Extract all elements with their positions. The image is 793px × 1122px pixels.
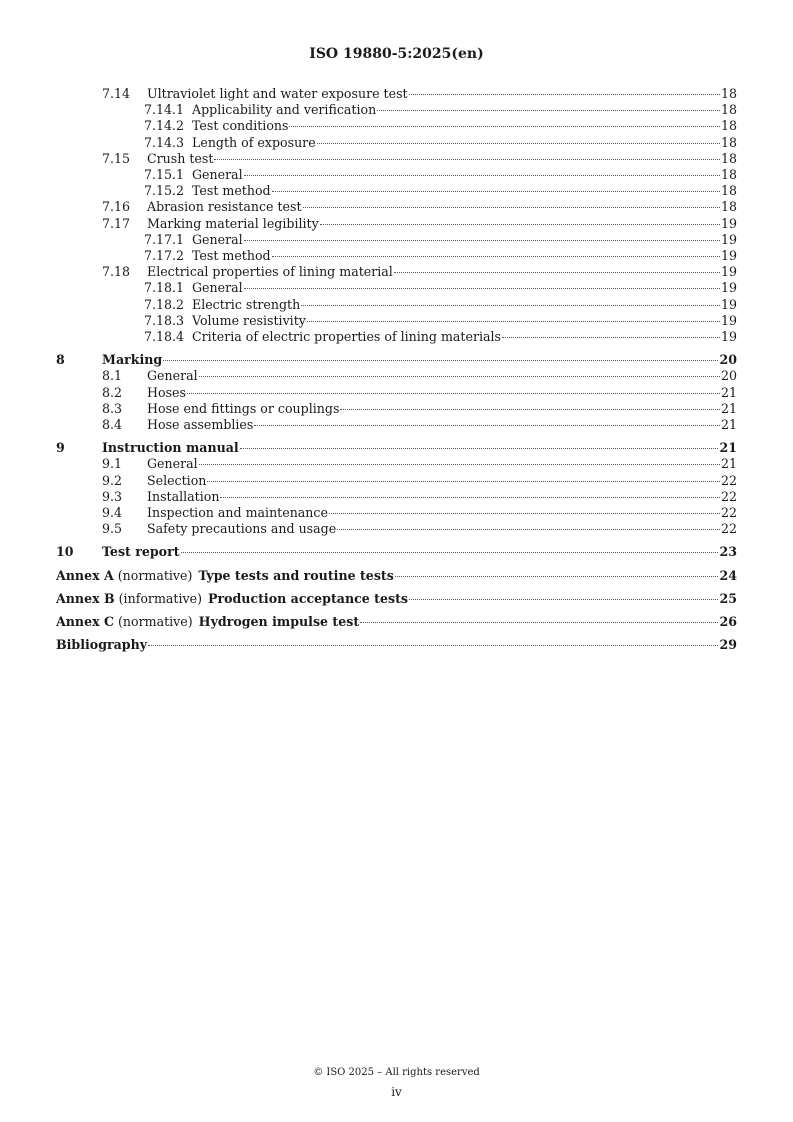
toc-page: 29 <box>719 637 737 653</box>
dot-leader <box>181 552 719 553</box>
toc-entry[interactable] <box>56 86 737 102</box>
toc-entry[interactable] <box>56 167 737 183</box>
dot-leader <box>272 191 720 192</box>
toc-number: 7.18.1 <box>144 280 185 296</box>
toc-number: 9.1 <box>102 456 123 472</box>
toc-number: 9.2 <box>102 472 123 488</box>
toc-page: 19 <box>720 215 737 231</box>
toc-entry[interactable] <box>56 521 737 537</box>
toc-title: Bibliography <box>56 637 148 653</box>
toc-entry[interactable] <box>56 232 737 248</box>
page-number: iv <box>391 1085 402 1099</box>
toc-page: 22 <box>720 521 737 537</box>
toc-clause[interactable] <box>56 352 737 368</box>
toc-title: General <box>192 231 243 247</box>
toc-number: 9.3 <box>102 488 123 504</box>
toc-number: 7.14.2 <box>144 118 185 134</box>
toc-number: 7.15.2 <box>144 183 185 199</box>
toc-entry[interactable] <box>56 264 737 280</box>
toc-title: Electrical properties of lining material <box>147 264 393 280</box>
toc-page: 19 <box>720 296 737 312</box>
toc-title: Hose assemblies <box>147 417 254 433</box>
annex-title: Type tests and routine tests <box>198 567 394 583</box>
toc-title: Marking material legibility <box>147 215 319 231</box>
dot-leader <box>244 240 720 241</box>
toc-number: 7.18.3 <box>144 312 185 328</box>
toc-annex-a[interactable] <box>56 568 737 584</box>
toc-number: 7.15 <box>102 150 131 166</box>
toc-annex-b[interactable] <box>56 591 737 607</box>
toc-number: 8.3 <box>102 400 123 416</box>
toc-page: 26 <box>719 614 737 630</box>
toc-page: 22 <box>720 505 737 521</box>
dot-leader <box>254 425 720 426</box>
toc-title: Hoses <box>147 384 186 400</box>
toc-entry[interactable] <box>56 473 737 489</box>
toc-title: General <box>147 368 198 384</box>
dot-leader <box>329 513 720 514</box>
toc-title: General <box>147 456 198 472</box>
toc-number: 8.1 <box>102 368 123 384</box>
toc-number: 9.5 <box>102 521 123 537</box>
toc-title: Instruction manual <box>102 440 239 456</box>
toc-page: 18 <box>720 118 737 134</box>
toc-page: 19 <box>720 248 737 264</box>
toc-page: 21 <box>719 440 737 456</box>
toc-number: 10 <box>56 544 74 560</box>
toc-page: 19 <box>720 329 737 345</box>
toc-annex-c[interactable] <box>56 614 737 630</box>
dot-leader <box>377 110 720 111</box>
toc-title: Criteria of electric properties of lining materials <box>192 329 501 345</box>
dot-leader <box>240 448 719 449</box>
annex-label: Annex B <box>56 590 115 606</box>
toc-entry[interactable] <box>56 102 737 118</box>
dot-leader <box>207 481 720 482</box>
annex-label: Annex C <box>56 614 115 630</box>
toc-title: Length of exposure <box>192 134 316 150</box>
toc-number: 7.17 <box>102 215 131 231</box>
dot-leader <box>244 175 720 176</box>
toc-number: 7.14.1 <box>144 102 185 118</box>
toc-entry[interactable] <box>56 313 737 329</box>
toc-title: Test report <box>102 544 180 560</box>
dot-leader <box>320 224 720 225</box>
toc-number: 7.17.1 <box>144 231 185 247</box>
toc-title: Test conditions <box>192 118 289 134</box>
toc-entry[interactable] <box>56 489 737 505</box>
dot-leader <box>409 94 720 95</box>
toc-page: 25 <box>719 590 737 606</box>
toc-page: 18 <box>720 150 737 166</box>
annex-type: (informative) <box>118 590 202 606</box>
toc-entry[interactable] <box>56 183 737 199</box>
dot-leader <box>360 622 718 623</box>
toc-number: 7.18 <box>102 264 131 280</box>
dot-leader <box>303 207 720 208</box>
dot-leader <box>244 288 720 289</box>
toc-title: Hose end fittings or couplings <box>147 400 340 416</box>
toc-title: Test method <box>192 248 271 264</box>
toc-title: Selection <box>147 472 207 488</box>
toc-title: Inspection and maintenance <box>147 505 328 521</box>
toc-number: 8 <box>56 352 65 368</box>
toc-title: Abrasion resistance test <box>147 199 302 215</box>
dot-leader <box>199 376 720 377</box>
dot-leader <box>163 360 718 361</box>
table-of-contents <box>56 86 737 654</box>
toc-page: 19 <box>720 231 737 247</box>
toc-entry[interactable] <box>56 216 737 232</box>
annex-title: Hydrogen impulse test <box>198 614 360 630</box>
toc-entry[interactable] <box>56 118 737 134</box>
toc-page: 18 <box>720 134 737 150</box>
toc-title: General <box>192 280 243 296</box>
toc-title: Volume resistivity <box>192 312 306 328</box>
toc-entry[interactable] <box>56 385 737 401</box>
toc-page: 22 <box>720 472 737 488</box>
toc-page: 18 <box>720 167 737 183</box>
dot-leader <box>395 576 719 577</box>
toc-entry[interactable] <box>56 329 737 345</box>
dot-leader <box>409 599 718 600</box>
dot-leader <box>394 272 720 273</box>
toc-entry[interactable] <box>56 417 737 433</box>
toc-number: 9.4 <box>102 505 123 521</box>
toc-entry[interactable] <box>56 135 737 151</box>
toc-entry[interactable] <box>56 505 737 521</box>
annex-title: Production acceptance tests <box>207 590 409 606</box>
toc-bibliography[interactable] <box>56 637 737 653</box>
toc-title: Electric strength <box>192 296 301 312</box>
dot-leader <box>289 126 719 127</box>
toc-clause[interactable] <box>56 440 737 456</box>
toc-page: 24 <box>719 567 737 583</box>
toc-page: 18 <box>720 183 737 199</box>
document-header: ISO 19880-5:2025(en) <box>309 46 484 62</box>
toc-number: 7.14.3 <box>144 134 185 150</box>
dot-leader <box>317 143 720 144</box>
toc-page: 18 <box>720 86 737 101</box>
toc-page: 18 <box>720 102 737 118</box>
toc-page: 21 <box>720 417 737 433</box>
annex-type: (normative) <box>117 567 193 583</box>
toc-number: 7.18.4 <box>144 329 185 345</box>
dot-leader <box>187 393 720 394</box>
toc-title: Test method <box>192 183 271 199</box>
toc-entry[interactable] <box>56 456 737 472</box>
dot-leader <box>307 321 720 322</box>
copyright-notice: © ISO 2025 – All rights reserved <box>313 1067 480 1078</box>
toc-page: 21 <box>720 456 737 472</box>
toc-title: Safety precautions and usage <box>147 521 337 537</box>
dot-leader <box>502 337 720 338</box>
toc-page: 19 <box>720 264 737 280</box>
dot-leader <box>199 464 720 465</box>
toc-entry[interactable] <box>56 151 737 167</box>
toc-title: Ultraviolet light and water exposure test <box>147 86 408 101</box>
dot-leader <box>148 645 718 646</box>
annex-type: (normative) <box>118 614 193 630</box>
toc-page: 18 <box>720 199 737 215</box>
toc-entry[interactable] <box>56 401 737 417</box>
toc-number: 7.14 <box>102 86 131 101</box>
toc-title: Installation <box>147 488 220 504</box>
toc-page: 21 <box>720 400 737 416</box>
dot-leader <box>214 159 720 160</box>
toc-page: 22 <box>720 488 737 504</box>
toc-title: Applicability and verification <box>192 102 377 118</box>
toc-clause[interactable] <box>56 544 737 560</box>
dot-leader <box>301 305 720 306</box>
dot-leader <box>272 256 720 257</box>
dot-leader <box>340 409 720 410</box>
toc-entry[interactable] <box>56 248 737 264</box>
toc-page: 20 <box>719 352 737 368</box>
toc-title: Marking <box>102 352 163 368</box>
toc-page: 19 <box>720 280 737 296</box>
toc-page: 19 <box>720 312 737 328</box>
toc-page: 23 <box>719 544 737 560</box>
dot-leader <box>337 529 720 530</box>
annex-label: Annex A <box>56 567 114 583</box>
dot-leader <box>220 497 720 498</box>
toc-title: General <box>192 167 243 183</box>
toc-entry[interactable] <box>56 297 737 313</box>
toc-number: 7.18.2 <box>144 296 185 312</box>
toc-number: 7.15.1 <box>144 167 185 183</box>
toc-number: 7.16 <box>102 199 131 215</box>
toc-page: 21 <box>720 384 737 400</box>
toc-entry[interactable] <box>56 368 737 384</box>
toc-entry[interactable] <box>56 199 737 215</box>
toc-entry[interactable] <box>56 280 737 296</box>
toc-number: 8.4 <box>102 417 123 433</box>
toc-number: 7.17.2 <box>144 248 185 264</box>
toc-number: 9 <box>56 440 65 456</box>
toc-title: Crush test <box>147 150 214 166</box>
toc-page: 20 <box>720 368 737 384</box>
toc-number: 8.2 <box>102 384 123 400</box>
